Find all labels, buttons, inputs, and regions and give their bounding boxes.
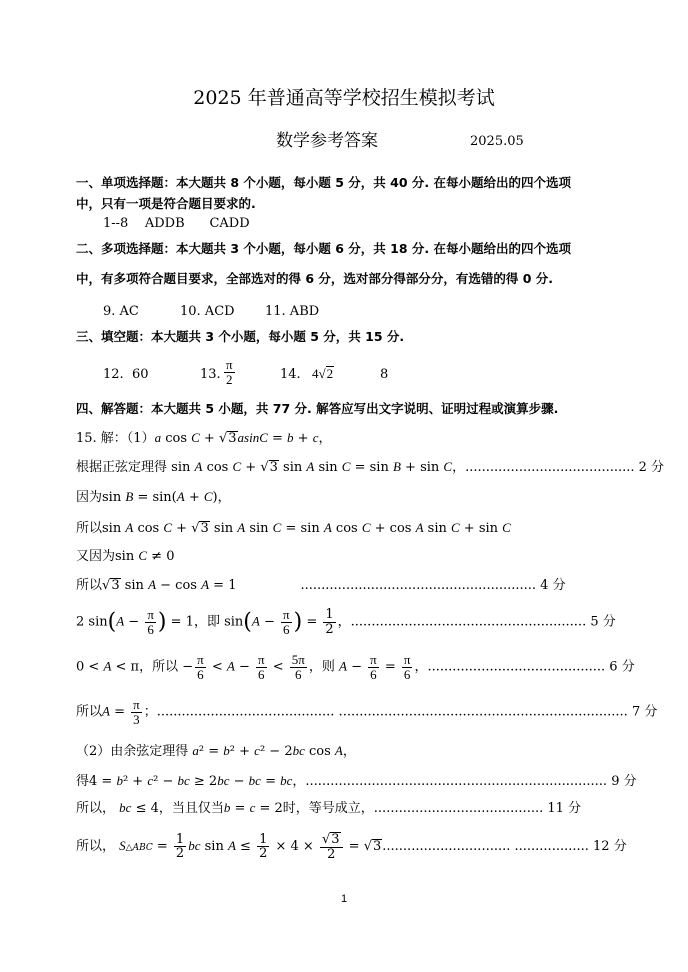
- page-title: 2025 年普通高等学校招生模拟考试: [193, 87, 495, 109]
- solution-step-simplify: 所以√3 sin A − cos A = 1 ......................................................... 4 分: [76, 577, 566, 593]
- page-number: 1: [340, 893, 348, 905]
- get-label: 得: [76, 774, 90, 789]
- answer-12: 12. 60: [103, 367, 149, 382]
- score-7: ........................................... ...................................................................... 7 分: [156, 704, 658, 720]
- solution-step-law-of-sines: 根据正弦定理得 sin A cos C + √3 sin A sin C = sin B + sin C，......................................... 2 分: [76, 459, 665, 475]
- solution-step-transform: 2 sin(A − $\frac{\pi}{6}$ ) = 1，即 sin(A − $\frac{\pi}{6}$ ) = $\frac{1}{2}$ ，......................................................... 5 分: [76, 607, 616, 637]
- so-label-2: 所以: [76, 578, 103, 593]
- answer-14-value: 4√2: [312, 366, 334, 381]
- score-5: ......................................................... 5 分: [350, 614, 616, 630]
- section1-answers: 1--8 ADDB CADD: [103, 216, 250, 231]
- score-12: ............................... .................. 12 分: [382, 839, 627, 855]
- subtitle: 数学参考答案: [276, 131, 378, 151]
- solution-step-because: 因为sin B = sin(A + C)，: [76, 489, 231, 505]
- law-sines-label: 根据正弦定理得: [76, 460, 168, 475]
- then-label: ，则: [308, 659, 335, 675]
- section2-heading: 二、多项选择题：本大题共 3 个小题，每小题 6 分，共 18 分. 在每小题给出的四个选项: [76, 241, 572, 256]
- score-9: ......................................................................... 9 分: [305, 774, 637, 789]
- score-2: ......................................... 2 分: [465, 460, 665, 475]
- solution-part2-inequality: 得4 = b² + c² − bc ≥ 2bc − bc = bc，......................................................................... 9 分: [76, 773, 637, 789]
- solution-step-result-a: 所以A = $\frac{\pi}{3}$ ；........................................... ...................................................................... 7 分: [76, 697, 658, 727]
- solution-part2-bound: 所以， bc ≤ 4，当且仅当b = c = 2时，等号成立，......................................... 11 分: [76, 800, 582, 816]
- answer-11: 11. ABD: [265, 304, 320, 319]
- so-label-4: 所以: [76, 704, 103, 720]
- section3-heading: 三、填空题：本大题共 3 个小题，每小题 5 分，共 15 分.: [76, 329, 405, 344]
- answer-13-label: 13.: [200, 367, 221, 382]
- answer-14-label: 14.: [280, 367, 301, 382]
- solution-part2-cosine: （2）由余弦定理得 a² = b² + c² − 2bc cos A，: [76, 743, 356, 759]
- score-6: ........................................... 6 分: [427, 659, 635, 675]
- answer-10: 10. ACD: [180, 304, 235, 319]
- equality-when-label: 时，等号成立，: [282, 801, 374, 816]
- so-label: 所以: [76, 521, 103, 536]
- so-area-label: 所以，: [76, 839, 116, 855]
- ie-label: ，即: [193, 614, 220, 630]
- solution-15-intro: 15. 解：（1）a cos C + √3asinC = b + c，: [76, 430, 332, 446]
- because-label: 因为: [76, 490, 103, 505]
- section1-heading-cont: 中，只有一项是符合题目要求的.: [76, 196, 256, 211]
- section1-heading: 一、单项选择题：本大题共 8 个小题，每小题 5 分，共 40 分. 在每小题给出的四个选项: [76, 175, 572, 190]
- answer-9: 9. AC: [103, 304, 139, 319]
- solution-step-expand: 所以sin A cos C + √3 sin A sin C = sin A cos C + cos A sin C + sin C: [76, 520, 511, 536]
- date: 2025.05: [470, 134, 524, 149]
- equality-label: ，当且仅当: [158, 801, 224, 816]
- so-label-3: ，所以: [139, 659, 179, 675]
- answer-14-extra: 8: [380, 367, 389, 382]
- solution-15-intro-label: 15. 解：（1）: [76, 431, 155, 446]
- also-because-label: 又因为: [76, 549, 116, 564]
- section2-heading-cont: 中，有多项符合题目要求，全部选对的得 6 分，选对部分得部分分，有选错的得 0 分.: [76, 271, 554, 286]
- part2-intro-label: （2）由余弦定理得: [76, 744, 189, 759]
- solution-step-sinc-nonzero: 又因为sin C ≠ 0: [76, 548, 175, 564]
- solution-part2-area: 所以， S△ABC = $\frac{1}{2}$ bc sin A ≤ $\frac{1}{2}$ × 4 × $\frac{√3}{2}$ = √3............................... .................. 12 分: [76, 831, 627, 862]
- section4-heading: 四、解答题：本大题共 5 小题，共 77 分. 解答应写出文字说明、证明过程或演算步骤.: [76, 401, 559, 416]
- solution-step-range: 0 < A < π，所以 − $\frac{\pi}{6}$ < A − $\frac{\pi}{6}$ < $\frac{5\pi}{6}$ ，则 A − $\frac{\pi}{6}$ = $\frac{\pi}{6}$ ，........................................... 6 分: [76, 652, 635, 682]
- answer-13-value: $\frac{\pi}{2}$: [226, 357, 233, 387]
- score-4: ......................................................... 4 分: [300, 578, 566, 593]
- so-bc-label: 所以，: [76, 801, 116, 816]
- score-11: ......................................... 11 分: [373, 801, 582, 816]
